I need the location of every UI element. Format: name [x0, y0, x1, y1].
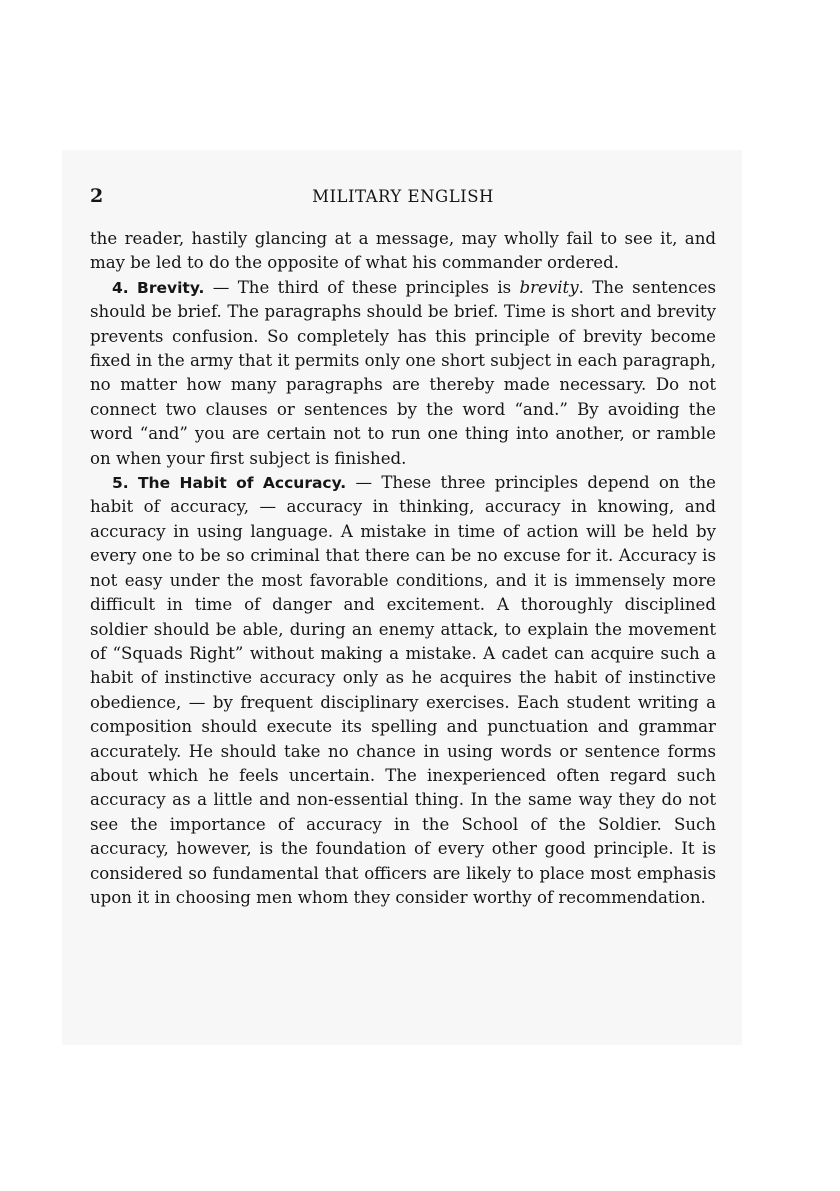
- brevity-lead-text: — The third of these principles is: [204, 277, 520, 297]
- accuracy-heading: The Habit of Accuracy.: [137, 474, 347, 493]
- brevity-number: 4.: [112, 278, 129, 297]
- brevity-body-text: . The sentences should be brief. The paragraphs should be brief. Time is short and brevity prevents confusion. So completely has this principle of brevity become fixed in the army that it permits only one short subject in each paragraph, no matter how many paragraphs are thereby made necessary. Do not connect two clauses or sentences by the word “and.” By avoiding the word “and” you are certain not to run one thing into another, or ramble on when your first subject is finished.: [90, 277, 716, 468]
- brevity-paragraph: [90, 276, 716, 471]
- accuracy-body-text: — These three principles depend on the habit of accuracy, — accuracy in thinking, accuracy in knowing, and accuracy in using language. A mistake in time of action will be held by every one to be so criminal that there can be no excuse for it. Accuracy is not easy under the most favorable conditions, and it is immensely more difficult in time of danger and excitement. A thoroughly disciplined soldier should be able, during an enemy attack, to explain the movement of “Squads Right” without making a mistake. A cadet can acquire such a habit of instinctive accuracy only as he acquires the habit of instinctive obedience, — by frequent disciplinary exercises. Each student writing a composition should execute its spelling and punctuation and grammar accurately. He should take no chance in using words or sentence forms about which he feels uncertain. The inexperienced often regard such accuracy as a little and non-essential thing. In the same way they do not see the importance of accuracy in the School of the Soldier. Such accuracy, however, is the foundation of every other good principle. It is considered so fundamental that officers are likely to place most emphasis upon it in choosing men whom they consider worthy of recommendation.: [90, 473, 716, 907]
- page-content: [90, 183, 716, 910]
- continued-paragraph: [90, 227, 716, 276]
- brevity-emphasis: brevity: [519, 277, 579, 297]
- page-number: 2: [90, 185, 104, 207]
- running-title: MILITARY ENGLISH: [312, 187, 494, 206]
- accuracy-number: 5.: [112, 474, 129, 493]
- running-head: [90, 183, 716, 213]
- brevity-heading: Brevity.: [137, 278, 205, 297]
- accuracy-paragraph: [90, 471, 716, 910]
- continued-paragraph-text: the reader, hastily glancing at a message, may wholly fail to see it, and may be led to do the opposite of what his commander ordered.: [90, 229, 716, 273]
